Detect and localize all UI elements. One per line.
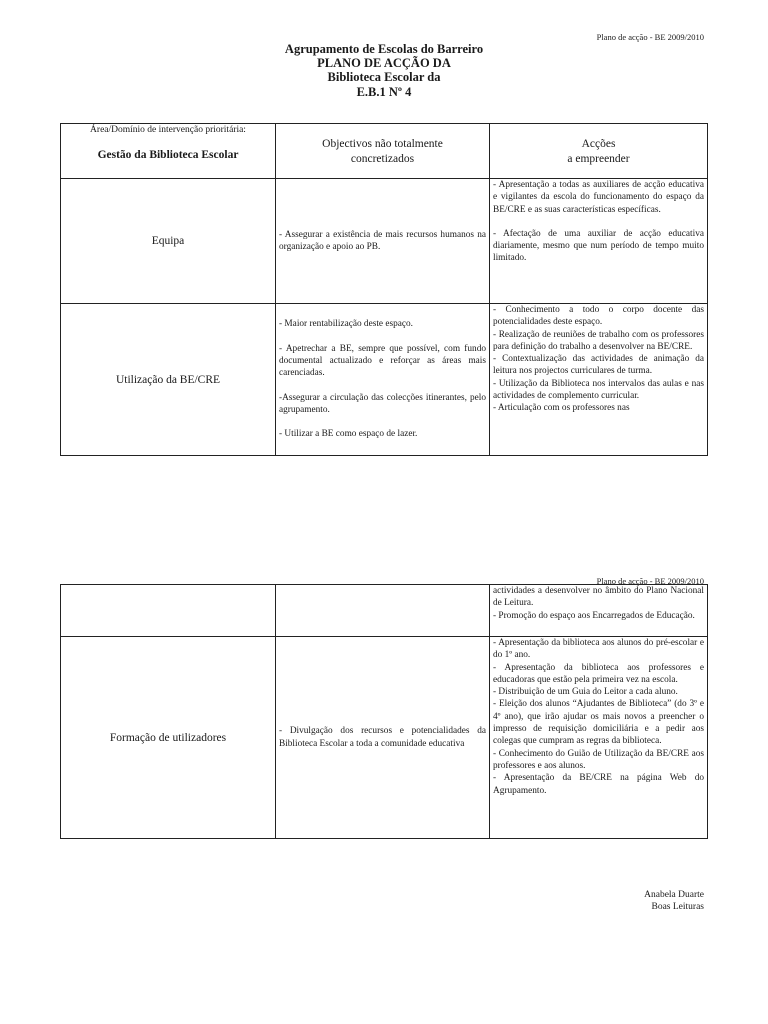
row-label: Utilização da BE/CRE [61,304,276,456]
objectives-header [276,124,490,179]
area-title: Gestão da Biblioteca Escolar [97,149,239,161]
title-line: Agrupamento de Escolas do Barreiro [284,42,484,56]
action-plan-table [60,123,708,456]
objective-item: - Divulgação dos recursos e potencialidades da Biblioteca Escolar a toda a comunidade educativa [279,726,486,749]
actions-cell [490,585,708,637]
area-label: Área/Domínio de intervenção prioritária: [90,125,246,135]
action-item: - Conhecimento do Guião de Utilização da BE/CRE aos professores e aos alunos. [493,748,704,771]
actions-cell [490,304,708,456]
action-item: - Afectação de uma auxiliar de acção educativa diariamente, mesmo que num período de tempo muito limitado. [493,228,704,264]
action-item: - Conhecimento a todo o corpo docente das potencialidades deste espaço. [493,305,704,328]
row-label: Equipa [61,179,276,304]
action-item: - Distribuição de um Guia do Leitor a cada aluno. [493,687,678,698]
action-item: - Articulação com os professores nas [493,403,630,414]
objective-item: -Assegurar a circulação das colecções itinerantes, pelo agrupamento. [279,392,486,415]
signature-name: Anabela Duarte [644,890,704,900]
objectives-cell [276,637,490,839]
objectives-cell [276,585,490,637]
action-item: - Contextualização das actividades de animação da leitura nos projectos curriculares de turma. [493,354,704,377]
running-header: Plano de acção - BE 2009/2010 [596,576,704,586]
signature-tagline: Boas Leituras [651,902,704,912]
objectives-cell [276,304,490,456]
row-label [61,585,276,637]
table-row [61,637,708,839]
objectives-cell [276,179,490,304]
action-item: - Eleição dos alunos “Ajudantes de Biblioteca” (do 3º e 4º ano), que irão ajudar os mais novos a preencher o impresso de requisição domiciliária e a pedir aos colegas que cumpram as regras da biblioteca. [493,699,704,747]
actions-header [490,124,708,179]
action-plan-table-continued [60,584,708,839]
running-header: Plano de acção - BE 2009/2010 [596,32,704,42]
signature [644,889,704,913]
header-line: a empreender [567,153,630,165]
action-item: - Apresentação da biblioteca aos alunos do pré-escolar e do 1º ano. [493,638,704,661]
table-row [61,304,708,456]
header-line: concretizados [350,153,415,165]
table-row [61,585,708,637]
row-label: Formação de utilizadores [61,637,276,839]
action-item: - Promoção do espaço aos Encarregados de Educação. [493,610,695,621]
area-header-cell [61,124,276,179]
objective-item: - Utilizar a BE como espaço de lazer. [279,429,418,440]
objective-item: - Apetrechar a BE, sempre que possível, com fundo documental actualizado e reforçar as áreas mais carenciadas. [279,343,486,379]
header-line: Acções [581,138,616,150]
title-line: Biblioteca Escolar da [327,70,441,85]
objective-item: - Maior rentabilização deste espaço. [279,319,413,330]
action-item: - Apresentação da biblioteca aos professores e educadoras que estão pela primeira vez na escola. [493,662,704,685]
action-item: - Utilização da Biblioteca nos intervalos das aulas e nas actividades de complemento curricular. [493,378,704,402]
actions-cell [490,179,708,304]
table-header-row [61,124,708,179]
action-item: actividades a desenvolver no âmbito do Plano Nacional de Leitura. [493,586,704,609]
actions-cell [490,637,708,839]
title-line: PLANO DE ACÇÃO DA [317,56,451,71]
action-item: - Apresentação da BE/CRE na página Web do Agrupamento. [493,773,704,796]
action-item: - Realização de reuniões de trabalho com os professores para definição do trabalho a desenvolver na BE/CRE. [493,329,704,352]
action-item: - Apresentação a todas as auxiliares de acção educativa e vigilantes da escola do funcionamento do espaço da BE/CRE e as suas características específicas. [493,180,704,215]
objective-item: - Assegurar a existência de mais recursos humanos na organização e apoio ao PB. [279,229,486,252]
document-title [0,42,768,99]
table-row [61,179,708,304]
title-line: E.B.1 Nº 4 [356,84,412,99]
header-line: Objectivos não totalmente [322,138,443,150]
